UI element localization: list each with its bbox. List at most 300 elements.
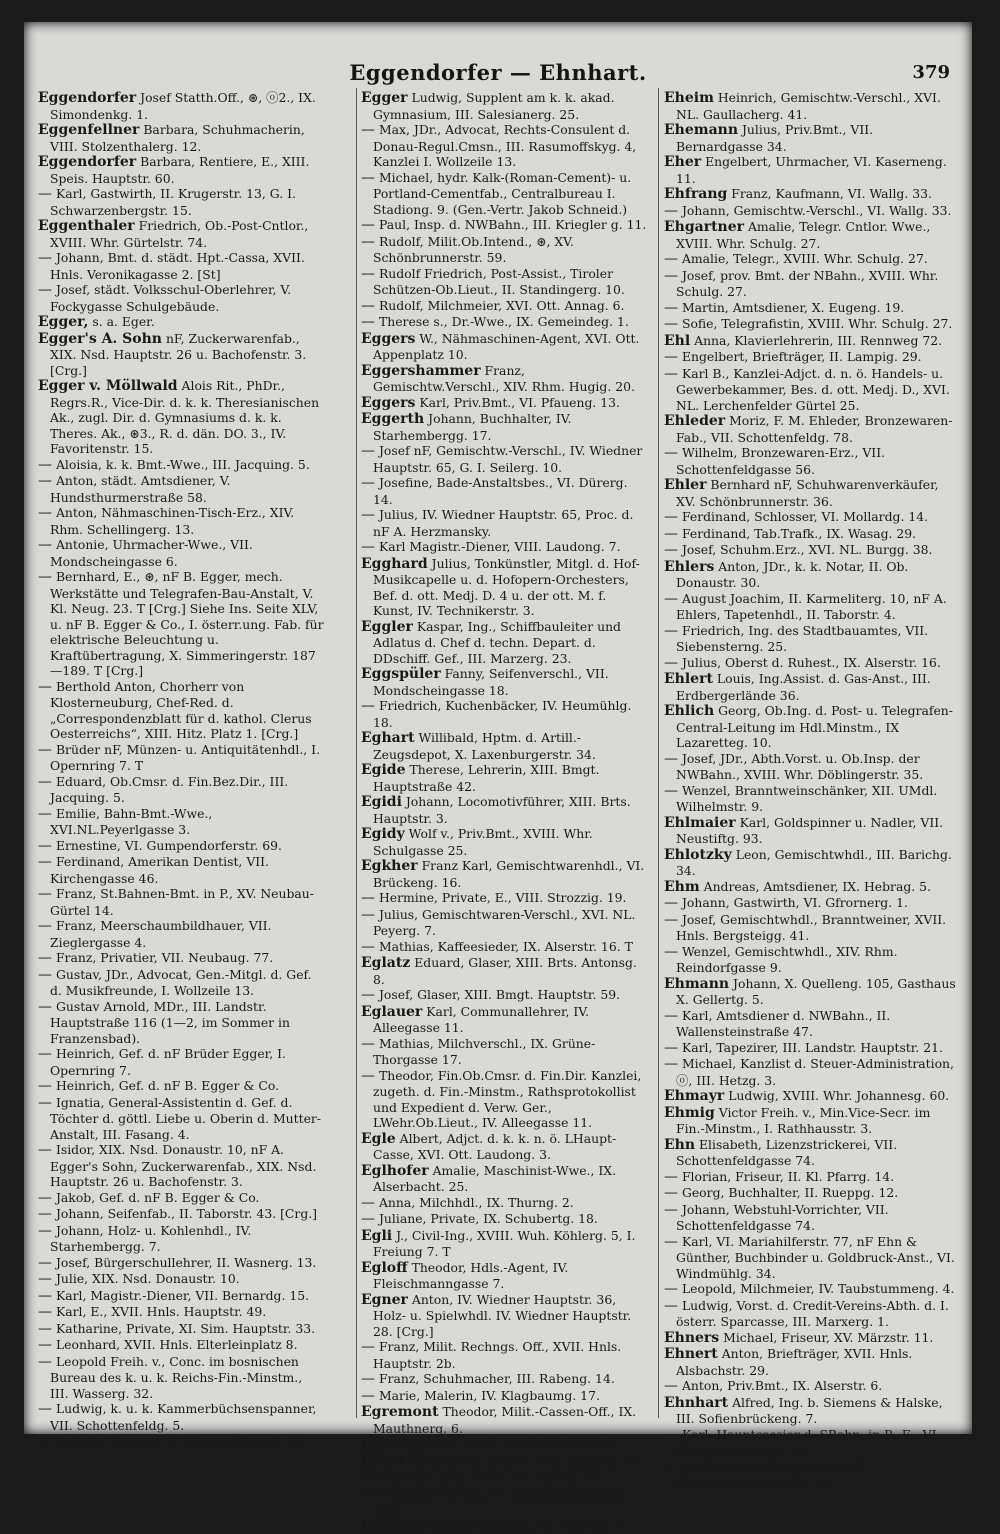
column-divider: [658, 88, 659, 1418]
entry-surname: Eggerth: [361, 411, 424, 427]
directory-entry: [361, 1371, 647, 1388]
directory-entry: [664, 316, 958, 333]
directory-entry: [38, 967, 324, 999]
entry-surname: —: [664, 300, 678, 316]
entry-surname: Ehfrang: [664, 186, 727, 202]
directory-entry: [38, 806, 324, 838]
directory-entry: [664, 703, 958, 751]
entry-detail: Mathias, Milchverschl., IX. Grüne-Thorgasse 17.: [373, 1036, 595, 1068]
directory-entry: [664, 1008, 958, 1040]
entry-detail: Isidor, XIX. Nsd. Donaustr. 10, nF A. Egger's Sohn, Zuckerwarenfab., XIX. Nsd. Hauptstr. 26 u. Bachofenstr. 3.: [50, 1142, 316, 1189]
directory-entry: [664, 90, 958, 122]
entry-surname: Ehnert: [664, 1346, 718, 1362]
entry-surname: —: [664, 895, 678, 911]
directory-entry: [38, 331, 324, 379]
entry-detail: Josef nF, Gemischtw.-Verschl., IV. Wiedner Hauptstr. 65, G. I. Seilerg. 10.: [373, 443, 642, 475]
entry-surname: —: [361, 907, 375, 923]
entry-detail: Bernhard nF, Schuhwarenverkäufer, XV. Schönbrunnerstr. 36.: [676, 477, 939, 509]
entry-detail: Karoline, Bmt.-Wwe., IV. Alleeg. 53.: [379, 1469, 603, 1484]
entry-detail: Karl, Communallehrer, IV. Alleegasse 11.: [373, 1004, 589, 1036]
entry-surname: —: [361, 1068, 375, 1084]
directory-entry: [361, 1518, 647, 1534]
entry-detail: Hermine, Private, E., VIII. Strozzig. 19.: [379, 890, 627, 905]
entry-surname: —: [664, 366, 678, 382]
entry-detail: Johann, Locomotivführer, XIII. Brts. Hauptstr. 3.: [373, 794, 631, 826]
directory-entry: [38, 122, 324, 154]
directory-entry: [664, 1330, 958, 1347]
entry-surname: —: [664, 1281, 678, 1297]
entry-surname: —: [361, 698, 375, 714]
entry-surname: Eher: [664, 154, 701, 170]
entry-surname: —: [664, 526, 678, 542]
entry-detail: Mathias, Kaffeesieder, IX. Alserstr. 16. T: [379, 939, 633, 954]
directory-entry: [38, 1046, 324, 1078]
entry-detail: Franz, Milit. Rechngs. Off., XVII. Hnls. Hauptstr. 2b.: [373, 1339, 621, 1371]
directory-entry: [38, 473, 324, 505]
entry-surname: —: [664, 1185, 678, 1201]
entry-surname: —: [664, 251, 678, 267]
directory-entry: [664, 1378, 958, 1395]
entry-surname: Eggershammer: [361, 363, 481, 379]
entry-detail: Ludwig, Supplent am k. k. akad. Gymnasium, III. Salesianerg. 25.: [373, 90, 615, 122]
entry-surname: —: [361, 1211, 375, 1227]
entry-surname: —: [38, 1223, 52, 1239]
entry-detail: Michael, hydr. Kalk-(Roman-Cement)- u. Portland-Cementfab., Centralbureau I. Stadiong. 9. (Gen.-Vertr. Jakob Schneid.): [373, 170, 631, 217]
directory-entry: [361, 1260, 647, 1292]
entry-detail: Franz, Meerschaumbildhauer, VII. Zieglergasse 4.: [50, 918, 272, 950]
entry-detail: Willibald, Hptm. d. Artill.-Zeugsdepot, X. Laxenburgerstr. 34.: [373, 730, 596, 762]
entry-surname: Ehleder: [664, 413, 725, 429]
entry-surname: —: [664, 445, 678, 461]
directory-entry: [38, 282, 324, 314]
directory-entry: [38, 1223, 324, 1255]
entry-surname: Eheim: [664, 90, 714, 106]
entry-surname: —: [38, 505, 52, 521]
directory-entry: [664, 879, 958, 896]
entry-surname: —: [664, 1298, 678, 1314]
entry-surname: Egli: [361, 1228, 392, 1244]
entry-surname: Egremont: [361, 1404, 439, 1420]
directory-entry: [361, 987, 647, 1004]
entry-surname: —: [38, 918, 52, 934]
entry-surname: —: [38, 1255, 52, 1271]
entry-surname: —: [38, 1288, 52, 1304]
entry-detail: Karl, Gastwirth, II. Krugerstr. 13, G. I. Schwarzenbergstr. 15.: [50, 186, 296, 218]
entry-detail: Friedrich, Ob.-Post-Cntlor., XVIII. Whr. Gürtelstr. 74.: [50, 218, 308, 250]
directory-entry: [361, 1486, 647, 1518]
entry-surname: Eggers: [361, 331, 415, 347]
entry-surname: —: [38, 1401, 52, 1417]
entry-detail: Jakob, Gef. d. nF B. Egger & Co.: [56, 1190, 259, 1205]
entry-surname: —: [664, 944, 678, 960]
directory-entry: [664, 783, 958, 815]
entry-detail: Aloisia, k. k. Bmt.-Wwe., III. Jacquing. 5.: [56, 457, 310, 472]
entry-surname: —: [664, 1040, 678, 1056]
entry-surname: Egloff: [361, 1260, 408, 1276]
entry-surname: Egger v. Möllwald: [38, 378, 178, 394]
entry-surname: —: [664, 783, 678, 799]
entry-detail: Gustav Arnold, MDr., III. Landstr. Hauptstraße 116 (1—2, im Sommer in Franzensbad).: [50, 999, 290, 1046]
directory-entry: [38, 838, 324, 855]
entry-surname: Ehn: [664, 1137, 695, 1153]
entry-detail: Julius, IV. Wiedner Hauptstr. 65, Proc. d. nF A. Herzmansky.: [373, 507, 633, 539]
entry-detail: Theodor, Milit.-Cassen-Off., IX. Mauthnerg. 6.: [373, 1404, 636, 1436]
entry-surname: —: [361, 890, 375, 906]
entry-surname: Ehm: [664, 879, 700, 895]
directory-entry: [361, 1163, 647, 1195]
entry-surname: Egner: [361, 1292, 408, 1308]
entry-surname: Egger's A. Sohn: [38, 331, 162, 347]
entry-detail: Amalie, Telegr. Cntlor. Wwe., XVIII. Whr. Schulg. 27.: [676, 219, 930, 251]
entry-surname: Eggendorfer: [38, 90, 136, 106]
entry-surname: —: [361, 1371, 375, 1387]
directory-entry: [361, 1131, 647, 1163]
entry-detail: Eduard, Glaser, XIII. Brts. Antonsg. 8.: [373, 955, 637, 987]
entry-surname: —: [38, 679, 52, 695]
directory-entry: [361, 1211, 647, 1228]
entry-detail: Karl, Magistr.-Diener, VII. Bernardg. 15.: [56, 1288, 309, 1303]
entry-detail: Josef, Bürgerschullehrer, II. Wasnerg. 13.: [56, 1255, 316, 1270]
entry-detail: Amalie, Maschinist-Wwe., IX. Alserbacht. 25.: [373, 1163, 616, 1195]
entry-surname: —: [38, 854, 52, 870]
entry-surname: —: [664, 912, 678, 928]
entry-surname: —: [38, 967, 52, 983]
entry-detail: Bernhard, E., ⊛, nF B. Egger, mech. Werkstätte und Telegrafen-Bau-Anstalt, V. Kl. Neug. 23. T [Crg.] Siehe Ins. Seite XLV, u. nF B. Egger & Co., I. österr.ung. Fab. für elektrische Beleuchtung u. Kraftübertragung, X. Simmeringerstr. 187—189. T [Crg.]: [50, 569, 324, 678]
directory-entry: [361, 890, 647, 907]
entry-detail: Josef, Gemischtwhdl., Branntweiner, XVII. Hnls. Bergsteigg. 41.: [676, 912, 946, 944]
entry-surname: Egkher: [361, 858, 418, 874]
entry-detail: Andreas, Amtsdiener, IX. Hebrag. 5.: [704, 879, 931, 894]
entry-detail: Julius, Gemischtwaren-Verschl., XVI. NL. Peyerg. 7.: [373, 907, 635, 939]
directory-entry: [38, 950, 324, 967]
entry-surname: —: [664, 349, 678, 365]
entry-detail: Johann, Gemischtw.-Verschl., VI. Wallg. 33.: [682, 203, 952, 218]
directory-entry: [664, 333, 958, 350]
entry-surname: —: [361, 987, 375, 1003]
directory-entry: [664, 186, 958, 203]
directory-entry: [361, 217, 647, 234]
entry-detail: Michael, Kanzlist d. Steuer-Administration, ⓞ, III. Hetzg. 3.: [676, 1056, 954, 1088]
directory-entry: [361, 858, 647, 890]
entry-detail: Ludwig, Fragner, V. Margarethenstr. 56.: [56, 1433, 309, 1448]
entry-detail: Karl, Priv.Bmt., VI. Pfaueng. 13.: [419, 395, 620, 410]
entry-detail: Ignatia, General-Assistentin d. Gef. d. Töchter d. göttl. Liebe u. Oberin d. Mutter-Anstalt, III. Fasang. 4.: [50, 1095, 321, 1142]
entry-surname: Egidi: [361, 794, 402, 810]
entry-detail: Victor Freih. v., Min.Vice-Secr. im Fin.-Minstm., I. Rathhausstr. 3.: [676, 1105, 930, 1137]
entry-detail: Karl, Tapezirer, III. Landstr. Hauptstr. 21.: [682, 1040, 943, 1055]
directory-entry: [664, 1169, 958, 1186]
directory-entry: [361, 170, 647, 218]
entry-detail: Juliane, Private, IX. Schubertg. 18.: [379, 1211, 598, 1226]
directory-entry: [664, 413, 958, 445]
entry-surname: —: [664, 1169, 678, 1185]
entry-surname: Eggendorfer: [38, 154, 136, 170]
directory-entry: [38, 1433, 324, 1450]
directory-entry: [664, 559, 958, 591]
directory-entry: [38, 186, 324, 218]
entry-surname: —: [38, 1046, 52, 1062]
entry-detail: Engelbert, Briefträger, II. Lampig. 29.: [682, 349, 922, 364]
entry-detail: Leon, Gemischtwhdl., III. Barichg. 34.: [676, 847, 952, 879]
directory-entry: [361, 1004, 647, 1036]
directory-entry: [664, 976, 958, 1008]
entry-surname: —: [38, 999, 52, 1015]
entry-detail: Johann, X. Quelleng. 105, Gasthaus X. Gellertg. 5.: [676, 976, 956, 1008]
entry-surname: —: [38, 1271, 52, 1287]
directory-entry: [664, 1346, 958, 1378]
entry-surname: Ehler: [664, 477, 706, 493]
entry-detail: Karl B., Kanzlei-Adjct. d. n. ö. Handels- u. Gewerbekammer, Bes. d. ott. Medj. D., XVI. NL. Lerchenfelder Gürtel 25.: [676, 366, 950, 413]
directory-entry: [361, 443, 647, 475]
entry-detail: Emilie, Bahn-Bmt.-Wwe., XVI.NL.Peyerlgasse 3.: [50, 806, 212, 838]
entry-surname: —: [664, 1008, 678, 1024]
entry-detail: Josef, prov. Bmt. der NBahn., XVIII. Whr. Schulg. 27.: [676, 268, 938, 300]
running-head: Eggendorfer — Ehnhart.: [24, 60, 972, 85]
entry-detail: Karl Magistr.-Diener, VIII. Laudong. 7.: [379, 539, 621, 554]
directory-page: [24, 22, 972, 1434]
directory-entry: [38, 250, 324, 282]
directory-entry: [38, 1142, 324, 1190]
directory-entry: [361, 122, 647, 170]
directory-entry: [361, 266, 647, 298]
entry-surname: —: [38, 838, 52, 854]
directory-entry: [664, 895, 958, 912]
entry-surname: Egyedy: [361, 1436, 416, 1452]
directory-entry: [361, 1339, 647, 1371]
entry-surname: —: [361, 1036, 375, 1052]
entry-detail: Engelbert, Uhrmacher, VI. Kaserneng. 11.: [676, 154, 947, 186]
directory-entry: [361, 234, 647, 266]
entry-surname: —: [664, 542, 678, 558]
directory-entry: [361, 331, 647, 363]
directory-entry: [664, 944, 958, 976]
directory-entry: [664, 591, 958, 623]
entry-surname: Egger: [361, 90, 408, 106]
entry-detail: Georg, Buchhalter, II. Rueppg. 12.: [682, 1185, 898, 1200]
directory-entry: [361, 1453, 647, 1470]
entry-surname: Ehbauer: [361, 1518, 427, 1534]
entry-surname: —: [664, 1378, 678, 1394]
directory-entry: [361, 762, 647, 794]
entry-surname: —: [38, 1078, 52, 1094]
entry-surname: Ehl: [664, 333, 690, 349]
directory-entry: [38, 774, 324, 806]
entry-detail: Karl, Goldspinner u. Nadler, VII. Neustiftg. 93.: [676, 815, 943, 847]
column-2: [361, 90, 647, 1420]
directory-entry: [664, 1395, 958, 1427]
entry-detail: Heinrich, Gef. d. nF B. Egger & Co.: [56, 1078, 279, 1093]
directory-entry: [38, 1095, 324, 1143]
entry-detail: Georg, Ob.Ing. d. Post- u. Telegrafen-Central-Leitung im Hdl.Minstm., IX Lazaretteg. 10.: [676, 703, 953, 750]
entry-detail: W., Nähmaschinen-Agent, XVI. Ott. Appenplatz 10.: [373, 331, 639, 363]
entry-detail: Kaspar, Ing., Schiffbauleiter und Adlatus d. Chef d. techn. Depart. d. DDschiff. Gef., III. Marzerg. 23.: [373, 619, 621, 666]
column-3: [664, 90, 958, 1420]
entry-detail: Karl, Bmt. d. Credit-Anst., VI. Gumpendorferstraße 14.: [676, 1459, 868, 1491]
entry-detail: Franz, Kaufmann, VI. Wallg. 33.: [731, 186, 932, 201]
directory-entry: [38, 90, 324, 122]
entry-surname: —: [664, 751, 678, 767]
entry-detail: Leopold, Milchmeier, IV. Taubstummeng. 4.: [682, 1281, 954, 1296]
entry-detail: Alois Rit., PhDr., Regrs.R., Vice-Dir. d. k. k. Theresianischen Ak., zugl. Dir. d. Gymnasiums d. k. k. Theres. Ak., ⊛3., R. d. dän. DO. 3., IV. Favoritenstr. 15.: [50, 378, 319, 456]
entry-surname: Eggers: [361, 395, 415, 411]
entry-detail: Friedrich, Ing. des Stadtbauamtes, VII. Siebensterng. 25.: [676, 623, 928, 655]
directory-entry: [361, 1068, 647, 1131]
directory-entry: [361, 666, 647, 698]
entry-detail: Fanny, Seifenverschl., VII. Mondscheingasse 18.: [373, 666, 609, 698]
directory-entry: [38, 154, 324, 186]
entry-surname: Ehlich: [664, 703, 714, 719]
directory-entry: [361, 1404, 647, 1436]
directory-entry: [361, 475, 647, 507]
directory-entry: [664, 1088, 958, 1105]
directory-entry: [38, 854, 324, 886]
directory-entry: [361, 539, 647, 556]
entry-detail: Josef Statth.Off., ⊛, ⓞ2., IX. Simondenkg. 1.: [50, 90, 316, 122]
directory-entry: [361, 619, 647, 667]
entry-detail: Eduard, Ob.Cmsr. d. Fin.Bez.Dir., III. Jacquing. 5.: [50, 774, 288, 806]
directory-entry: [664, 623, 958, 655]
entry-detail: Johann, Holz- u. Kohlenhdl., IV. Starhembergg. 7.: [50, 1223, 251, 1255]
entry-detail: Therese, Lehrerin, XIII. Bmgt. Hauptstraße 42.: [373, 762, 599, 794]
entry-surname: Ehemann: [664, 122, 738, 138]
directory-entry: [361, 1388, 647, 1405]
entry-detail: August Joachim, II. Karmeliterg. 10, nF A. Ehlers, Tapetenhdl., II. Taborstr. 4.: [676, 591, 947, 623]
entry-surname: Egle: [361, 1131, 396, 1147]
directory-entry: [664, 268, 958, 300]
entry-surname: —: [38, 282, 52, 298]
entry-detail: Theodor, Fin.Ob.Cmsr. d. Fin.Dir. Kanzlei, zugeth. d. Fin.-Minstm., Rathsprotokollist und Expedient d. Verw. Ger., LWehr.Ob.Lieut., IV. Alleegasse 11.: [373, 1068, 641, 1131]
entry-surname: —: [38, 250, 52, 266]
entry-detail: Berthold Anton, Chorherr von Klosterneuburg, Chef-Red. d. „Correspondenzblatt für d. kathol. Clerus Oesterreichs“, XIII. Hitz. Platz 1. [Crg.]: [50, 679, 312, 742]
entry-surname: —: [664, 203, 678, 219]
entry-surname: Ehmann: [664, 976, 729, 992]
entry-surname: —: [38, 1190, 52, 1206]
entry-detail: Anton, Priv.Bmt., IX. Alserstr. 6.: [682, 1378, 882, 1393]
directory-entry: [38, 457, 324, 474]
directory-entry: [38, 679, 324, 742]
entry-surname: Ehnhart: [664, 1395, 728, 1411]
entry-surname: —: [38, 1304, 52, 1320]
directory-entry: [664, 1137, 958, 1169]
directory-entry: [664, 251, 958, 268]
entry-detail: Ferdinand, Tab.Trafk., IX. Wasag. 29.: [682, 526, 916, 541]
directory-entry: [664, 1298, 958, 1330]
directory-entry: [664, 815, 958, 847]
entry-detail: Johann, Buchhalter, IV. Starhembergg. 17.: [373, 411, 571, 443]
entry-surname: —: [361, 1486, 375, 1502]
entry-detail: Friedrich, Kuchenbäcker, IV. Heumühlg. 18.: [373, 698, 631, 730]
entry-detail: Julius, Priv.Bmt., VII. Bernardgasse 34.: [676, 122, 873, 154]
entry-surname: —: [361, 1469, 375, 1485]
entry-surname: —: [664, 623, 678, 639]
directory-entry: [361, 1195, 647, 1212]
entry-surname: Eglhofer: [361, 1163, 429, 1179]
directory-entry: [664, 542, 958, 559]
entry-detail: Johann, Bmt. d. städt. Hpt.-Cassa, XVII. Hnls. Veronikagasse 2. [St]: [50, 250, 305, 282]
directory-entry: [664, 1040, 958, 1057]
entry-detail: Theodor, Hdls.-Agent, IV. Fleischmanngasse 7.: [373, 1260, 568, 1292]
entry-surname: Egghard: [361, 556, 428, 572]
directory-entry: [38, 314, 324, 331]
directory-entry: [664, 1459, 958, 1491]
directory-entry: [664, 203, 958, 220]
entry-detail: Franz, Privatier, VII. Neubaug. 77.: [56, 950, 273, 965]
entry-surname: —: [664, 509, 678, 525]
page-header: [24, 60, 972, 90]
directory-entry: [38, 218, 324, 250]
entry-surname: —: [361, 298, 375, 314]
directory-entry: [361, 363, 647, 395]
entry-surname: —: [38, 742, 52, 758]
entry-detail: Rudolf, Milchmeier, XVI. Ott. Annag. 6.: [379, 298, 625, 313]
entry-surname: Ehmayr: [664, 1088, 724, 1104]
entry-detail: Josef, JDr., Abth.Vorst. u. Ob.Insp. der NWBahn., XVIII. Whr. Döblingerstr. 35.: [676, 751, 923, 783]
entry-surname: —: [361, 234, 375, 250]
directory-entry: [664, 477, 958, 509]
entry-surname: —: [361, 507, 375, 523]
entry-surname: —: [664, 1202, 678, 1218]
entry-detail: Ferdinand, Schlosser, VI. Mollardg. 14.: [682, 509, 928, 524]
entry-detail: Michael, Friseur, XV. Märzstr. 11.: [723, 1330, 933, 1345]
directory-entry: [361, 314, 647, 331]
directory-entry: [664, 1105, 958, 1137]
entry-surname: —: [38, 457, 52, 473]
entry-detail: Josef, Glaser, XIII. Bmgt. Hauptstr. 59.: [379, 987, 620, 1002]
entry-surname: Ehart: [361, 1453, 405, 1469]
entry-surname: —: [38, 950, 52, 966]
entry-detail: Anton, städt. Amtsdiener, V. Hundsthurmerstraße 58.: [50, 473, 230, 505]
directory-entry: [664, 526, 958, 543]
entry-detail: Rudolf, Milit.Ob.Intend., ⊛, XV. Schönbrunnerstr. 59.: [373, 234, 574, 266]
directory-entry: [38, 918, 324, 950]
directory-entry: [361, 1436, 647, 1453]
entry-detail: Wolf v., Priv.Bmt., XVIII. Whr. Schulgasse 25.: [373, 826, 593, 858]
directory-entry: [664, 1185, 958, 1202]
entry-detail: Leopold Freih. v., Conc. im bosnischen Bureau des k. u. k. Reichs-Fin.-Minstm., III. Wasserg. 32.: [50, 1354, 302, 1401]
directory-entry: [664, 847, 958, 879]
entry-detail: Marie, Malerin, IV. Klagbaumg. 17.: [379, 1388, 600, 1403]
entry-detail: Amalie, Telegr., XVIII. Whr. Schulg. 27.: [682, 251, 928, 266]
entry-surname: Ehlotzky: [664, 847, 732, 863]
entry-detail: Anna, Klavierlehrerin, III. Rennweg 72.: [694, 333, 942, 348]
entry-detail: s. a. Eger.: [92, 314, 154, 329]
entry-surname: —: [361, 539, 375, 555]
entry-detail: Josef, städt. Volksschul-Oberlehrer, V. Fockygasse Schulgebäude.: [50, 282, 291, 314]
entry-detail: Anton, JDr., k. k. Notar, II. Ob. Donaustr. 30.: [676, 559, 908, 591]
entry-detail: Moriz, F. M. Ehleder, Bronzewaren-Fab., VII. Schottenfeldg. 78.: [676, 413, 952, 445]
entry-surname: —: [361, 170, 375, 186]
directory-entry: [664, 219, 958, 251]
entry-surname: Ehlert: [664, 671, 713, 687]
entry-detail: Rudolf Friedrich, Post-Assist., Tiroler Schützen-Ob.Lieut., II. Standingerg. 10.: [373, 266, 625, 298]
entry-detail: Martin, Amtsdiener, X. Eugeng. 19.: [682, 300, 904, 315]
directory-entry: [664, 509, 958, 526]
entry-surname: Ehlers: [664, 559, 714, 575]
directory-entry: [664, 366, 958, 414]
column-1: [38, 90, 324, 1420]
entry-surname: —: [38, 1095, 52, 1111]
entry-detail: Wilhelm, Bronzewaren-Erz., VII. Schottenfeldgasse 56.: [676, 445, 885, 477]
entry-detail: Barbara, Schuhmacherin, VIII. Stolzenthalerg. 12.: [50, 122, 305, 154]
directory-entry: [38, 886, 324, 918]
entry-surname: —: [664, 591, 678, 607]
directory-entry: [361, 826, 647, 858]
directory-entry: [38, 1288, 324, 1305]
directory-entry: [361, 411, 647, 443]
entry-surname: —: [361, 217, 375, 233]
entry-detail: Ludwig, Vorst. d. Credit-Vereins-Abth. d. I. österr. Sparcasse, III. Marxerg. 1.: [676, 1298, 949, 1330]
directory-entry: [361, 1292, 647, 1340]
